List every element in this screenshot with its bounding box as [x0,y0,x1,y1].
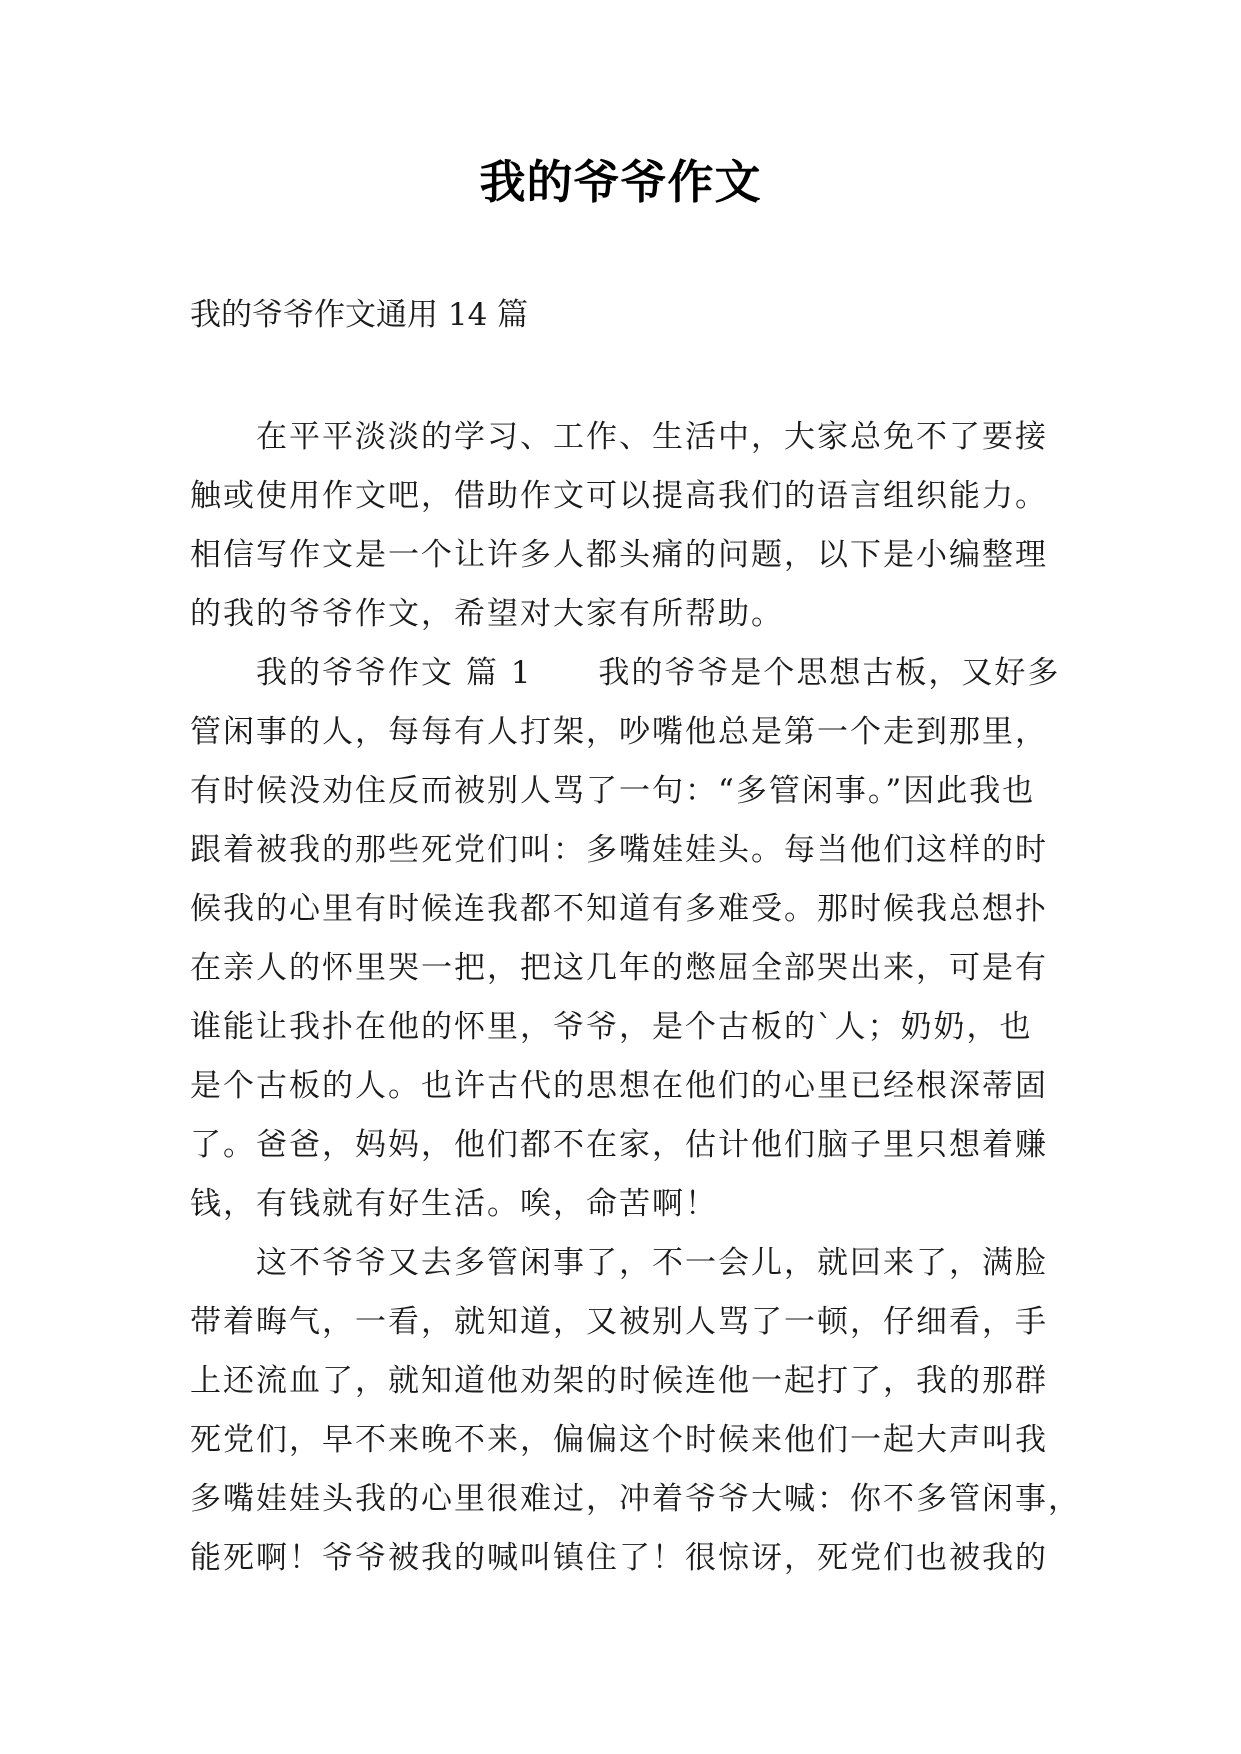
body-line: 上还流血了，就知道他劝架的时候连他一起打了，我的那群 [190,1363,1048,1399]
body-line: 的我的爷爷作文，希望对大家有所帮助。 [190,596,784,632]
body-line: 带着晦气，一看，就知道，又被别人骂了一顿，仔细看，手 [190,1304,1048,1340]
body-line: 谁能让我扑在他的怀里，爷爷，是个古板的`人；奶奶，也 [190,1009,1033,1045]
body-line: 在平平淡淡的学习、工作、生活中，大家总免不了要接 [190,419,1048,455]
document-subtitle: 我的爷爷作文通用 14 篇 [190,297,529,333]
body-line: 是个古板的人。也许古代的思想在他们的心里已经根深蒂固 [190,1068,1048,1104]
body-line: 触或使用作文吧，借助作文可以提高我们的语言组织能力。 [190,478,1048,514]
body-line: 跟着被我的那些死党们叫：多嘴娃娃头。每当他们这样的时 [190,832,1048,868]
body-line: 了。爸爸，妈妈，他们都不在家，估计他们脑子里只想着赚 [190,1127,1048,1163]
body-line: 有时候没劝住反而被别人骂了一句：“多管闲事。”因此我也 [190,773,1036,809]
document-body [190,408,1081,1588]
body-line: 多嘴娃娃头我的心里很难过，冲着爷爷大喊：你不多管闲事， [190,1481,1081,1517]
body-line: 管闲事的人，每每有人打架，吵嘴他总是第一个走到那里， [190,714,1048,750]
document-title: 我的爷爷作文 [479,155,762,209]
body-line: 我的爷爷作文 篇 1 我的爷爷是个思想古板，又好多 [190,655,1061,691]
body-line: 在亲人的怀里哭一把，把这几年的憋屈全部哭出来，可是有 [190,950,1048,986]
body-line: 这不爷爷又去多管闲事了，不一会儿，就回来了，满脸 [190,1245,1048,1281]
body-line: 死党们，早不来晚不来，偏偏这个时候来他们一起大声叫我 [190,1422,1048,1458]
body-line: 能死啊！爷爷被我的喊叫镇住了！很惊讶，死党们也被我的 [190,1540,1048,1576]
body-line: 钱，有钱就有好生活。唉，命苦啊！ [190,1186,718,1222]
body-line: 相信写作文是一个让许多人都头痛的问题，以下是小编整理 [190,537,1048,573]
body-line: 候我的心里有时候连我都不知道有多难受。那时候我总想扑 [190,891,1048,927]
